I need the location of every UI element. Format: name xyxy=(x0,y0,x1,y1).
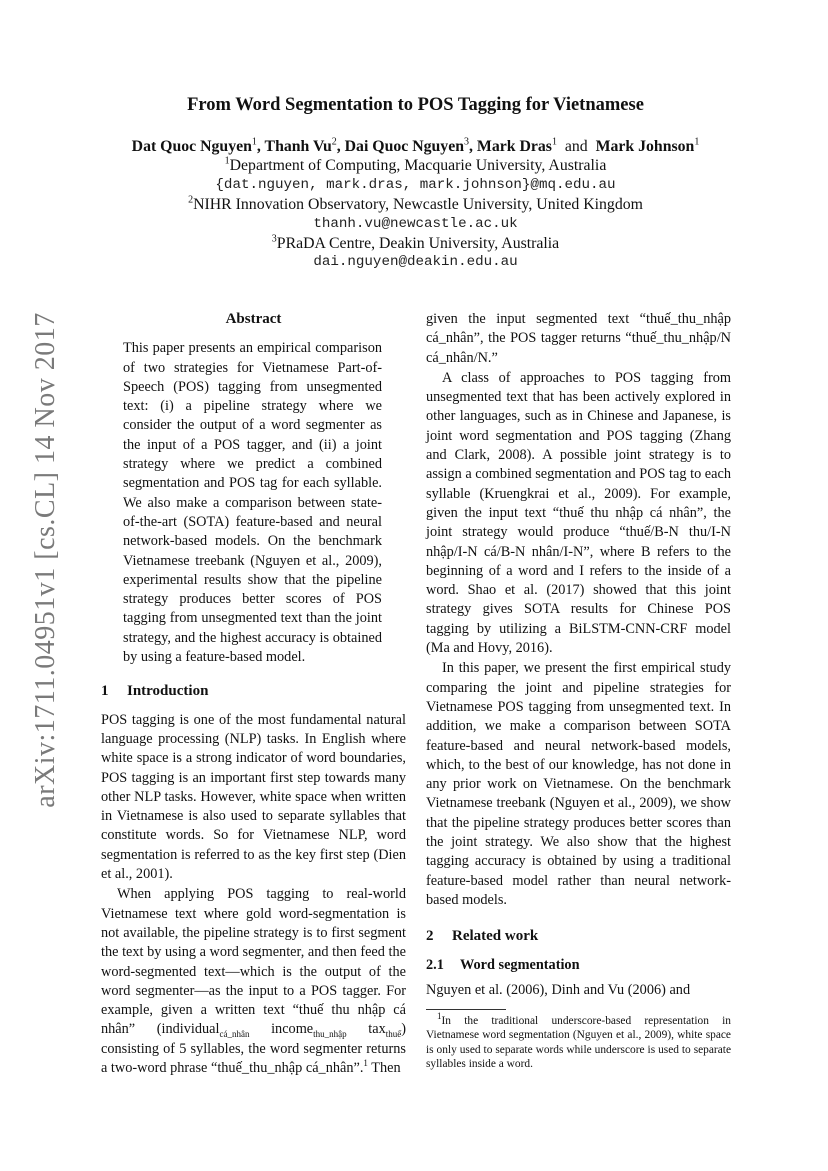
abstract-heading: Abstract xyxy=(225,311,282,327)
author-name: Dat Quoc Nguyen xyxy=(131,138,252,155)
subsection-heading-word-segmentation: 2.1 Word segmentation xyxy=(426,956,580,973)
author-name: Mark Dras xyxy=(476,138,552,155)
affiliation-mark: 3 xyxy=(464,136,470,148)
affiliation-mark: 1 xyxy=(251,136,257,148)
affiliation-1: $^1$Department of Computing, Macquarie University, Australia xyxy=(224,156,607,175)
section-heading-related-work: 2 Related work xyxy=(426,928,539,945)
and-word: and xyxy=(564,138,588,155)
paper-title: From Word Segmentation to POS Tagging for Vietnamese xyxy=(187,95,644,115)
footnote-number: 1 xyxy=(437,1011,442,1022)
affiliation-mark: 2 xyxy=(331,136,337,148)
author-name: Mark Johnson xyxy=(595,138,695,155)
arxiv-stamp xyxy=(16,270,76,850)
affiliation-2: $^2$NIHR Innovation Observatory, Newcastle University, United Kingdom xyxy=(188,194,643,214)
right-column xyxy=(426,310,731,1071)
intro-paragraph-2: When applying POS tagging to real-world Vietnamese text where gold word-segmentation is not available, the pipeline strategy is to first segment the text by using a word segmenter, and then feed the word-segmented text—which is the output of the word segmenter—as the input to a POS tagger. For example, given a written text “thuế thu nhập cá nhân” (individual$_{cá\_nhân}$ income$_{thu\_nhập}$ tax$_{thuế}$) consisting of 5 syllables, the word segmenter returns a two-word phrase “thuế_thu_nhập cá_nhân”.$^1$ Then xyxy=(101,886,406,1076)
footnote-text: In the traditional underscore-based representation in Vietnamese word segmentation (Nguyen et al., 2009), white space is only used to separate words while underscore is used to separate syllables inside a word. xyxy=(426,1015,731,1070)
affiliation-mark: 1 xyxy=(551,136,557,148)
left-column xyxy=(101,310,406,1078)
related-paragraph-1: Nguyen et al. (2006), Dinh and Vu (2006) and xyxy=(426,981,691,998)
email-2: thanh.vu@newcastle.ac.uk xyxy=(313,215,518,232)
footnote-rule xyxy=(426,1009,506,1010)
author-block xyxy=(100,137,731,273)
email-1: {dat.nguyen, mark.dras, mark.johnson}@mq.edu.au xyxy=(215,176,616,193)
intro-paragraph-3: A class of approaches to POS tagging from unsegmented text that has been actively explored in other languages, such as in Chinese and Japanese, is joint word segmentation and POS tagging (Zhang and Clark, 2008). A possible joint strategy is to assign a combined segmentation and POS tag to each syllable (Kruengkrai et al., 2009). For example, given the input text “thuế thu nhập cá nhân”, the joint strategy would produce “thuế/B-N thu/I-N nhập/I-N cá/B-N nhân/I-N”, where B refers to the beginning of a word and I refers to the inside of a word. Shao et al. (2017) showed that this joint strategy gives SOTA results for Chinese POS tagging by utilizing a BiLSTM-CNN-CRF model (Ma and Hovy, 2016). xyxy=(426,369,731,657)
author-name: Dai Quoc Nguyen xyxy=(344,138,465,155)
email-3: dai.nguyen@deakin.edu.au xyxy=(313,254,518,271)
author-name: Thanh Vu xyxy=(264,138,332,155)
intro-paragraph-2-continued: given the input segmented text “thuế_thu_nhập cá_nhân”, the POS tagger returns “thuế_thu_nhập/N cá_nhân/N.” xyxy=(426,311,731,366)
intro-paragraph-1: POS tagging is one of the most fundamental natural language processing (NLP) tasks. In English where white space is a strong indicator of word boundaries, POS tagging is an important first step towards many other NLP tasks. However, white space when written in Vietnamese is also used to separate syllables that constitute words. So for Vietnamese NLP, word segmentation is referred to as the key first step (Dien et al., 2001). xyxy=(101,711,406,883)
section-heading-introduction: 1 Introduction xyxy=(101,683,209,700)
footnote xyxy=(426,1011,731,1071)
abstract-text: This paper presents an empirical comparison of two strategies for Vietnamese Part-of-Speech (POS) tagging from unsegmented text: (i) a pipeline strategy where we consider the output of a word segmenter as the input of a POS tagger, and (ii) a joint strategy where we predict a combined segmentation and POS tag for each syllable. We also make a comparison between state-of-the-art (SOTA) feature-based and neural network-based models. On the benchmark Vietnamese treebank (Nguyen et al., 2009), experimental results show that the pipeline strategy produces better scores of POS tagging from unsegmented text than the joint strategy, and the highest accuracy is obtained by using a feature-based model. xyxy=(123,340,382,666)
right-flow xyxy=(426,310,731,368)
arxiv-id: arXiv:1711.04951v1 [cs.CL] 14 Nov 2017 xyxy=(30,312,61,808)
intro-paragraph-4: In this paper, we present the first empirical study comparing the joint and pipeline strategies for Vietnamese POS tagging from unsegmented text. In addition, we make a comparison between SOTA feature-based and neural network-based models, which, to the best of our knowledge, has not done in any prior work on Vietnamese. On the benchmark Vietnamese treebank (Nguyen et al., 2009), we show that the pipeline strategy produces better scores than the joint strategy. We also show that the highest tagging accuracy is obtained by using a traditional feature-based model rather than neural network-based models. xyxy=(426,660,731,908)
author-names: Dat Quoc Nguyen$^1$, Thanh Vu$^2$, Dai Quoc Nguyen$^3$, Mark Dras$^1$ and Mark Johnson$^1$ xyxy=(131,136,700,155)
affiliation-3: $^3$PRaDA Centre, Deakin University, Australia xyxy=(271,233,560,253)
footnote-mark: 1 xyxy=(363,1058,368,1069)
affiliation-mark: 1 xyxy=(694,136,700,148)
